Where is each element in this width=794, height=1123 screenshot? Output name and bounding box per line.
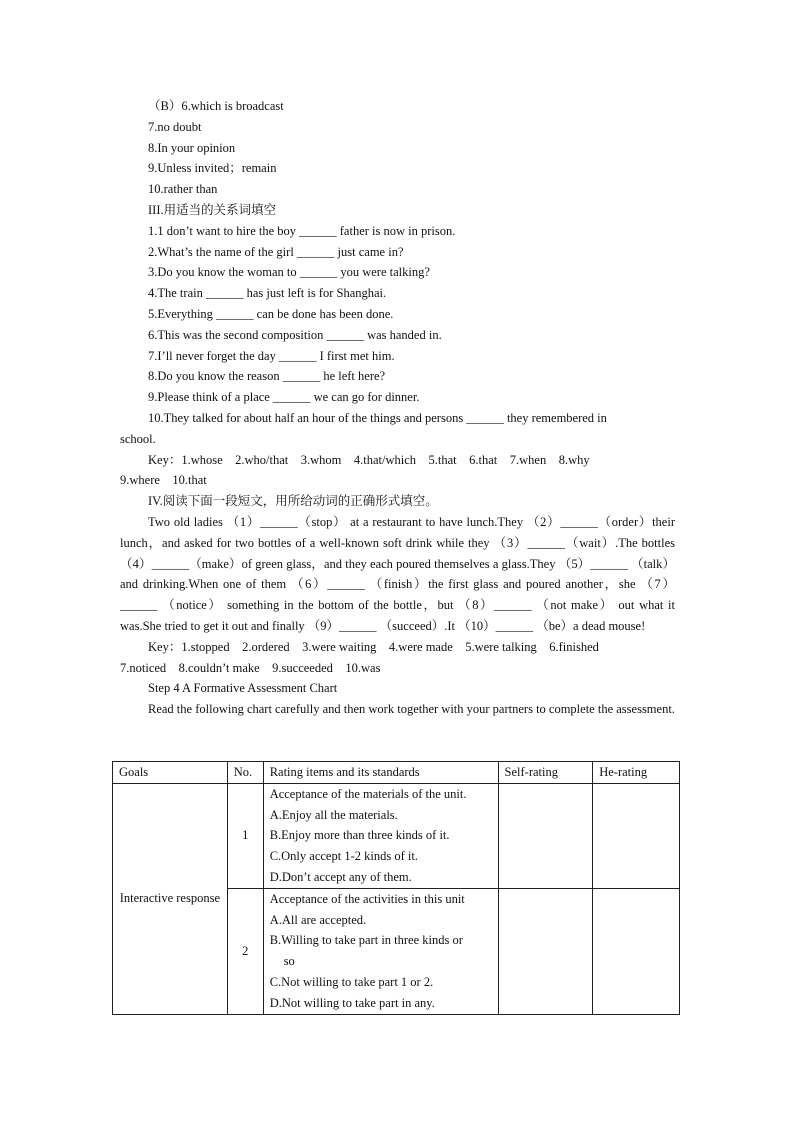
he-rating-cell[interactable] xyxy=(593,783,680,888)
rating-item-line: B.Enjoy more than three kinds of it. xyxy=(269,828,450,843)
section4-key: Key：1.stopped 2.ordered 3.were waiting 4.were made 5.were talking 6.finished xyxy=(148,639,599,654)
exercise-item: 9.Please think of a place ______ we can go for dinner. xyxy=(148,390,420,405)
rating-item-line: B.Willing to take part in three kinds or xyxy=(269,933,463,948)
table-header-row xyxy=(113,762,680,784)
rating-items-cell xyxy=(263,888,498,1014)
rating-item-line: C.Only accept 1-2 kinds of it. xyxy=(269,849,418,864)
assessment-table xyxy=(112,761,680,1015)
self-rating-cell[interactable] xyxy=(498,783,593,888)
answer-line: 8.In your opinion xyxy=(148,140,236,155)
rating-item-line: C.Not willing to take part 1 or 2. xyxy=(269,974,434,989)
answers-part2 xyxy=(120,96,675,200)
row-number: 2 xyxy=(227,888,263,1014)
rating-item-line: D.Don’t accept any of them. xyxy=(269,869,412,884)
rating-item-line: D.Not willing to take part in any. xyxy=(269,995,435,1010)
rating-item-line: A.All are accepted. xyxy=(269,912,367,927)
rating-item-line: Acceptance of the activities in this unit xyxy=(269,891,465,906)
section3-items xyxy=(120,221,675,450)
exercise-item: 10.They talked for about half an hour of the things and persons ______ they remembered in xyxy=(148,410,607,425)
header-goals: Goals xyxy=(113,762,228,784)
section3-heading: III.用适当的关系词填空 xyxy=(148,202,277,217)
answer-line: 10.rather than xyxy=(148,182,218,197)
exercise-item: 3.Do you know the woman to ______ you were talking? xyxy=(148,265,430,280)
step4-title: Step 4 A Formative Assessment Chart xyxy=(148,681,338,696)
section4-heading: IV.阅读下面一段短文，用所给动词的正确形式填空。 xyxy=(148,494,438,509)
rating-item-line: Acceptance of the materials of the unit. xyxy=(269,786,467,801)
section3-key: Key：1.whose 2.who/that 3.whom 4.that/which 5.that 6.that 7.when 8.why xyxy=(148,452,590,467)
document-page xyxy=(120,96,675,720)
answer-line: 9.Unless invited；remain xyxy=(148,161,277,176)
row-number: 1 xyxy=(227,783,263,888)
goal-cell: Interactive response xyxy=(113,783,228,1014)
step4-instruction: Read the following chart carefully and then work together with your partners to complete the assessment. xyxy=(148,702,675,717)
he-rating-cell[interactable] xyxy=(593,888,680,1014)
table-row xyxy=(113,783,680,888)
section4-key-continued: 7.noticed 8.couldn’t make 9.succeeded 10.was xyxy=(120,660,381,675)
header-rating-items: Rating items and its standards xyxy=(263,762,498,784)
rating-item-line: so xyxy=(283,954,295,969)
answer-line: （B）6.which is broadcast xyxy=(148,99,284,113)
exercise-item-continued: school. xyxy=(120,431,156,446)
exercise-item: 2.What’s the name of the girl ______ just came in? xyxy=(148,244,404,259)
exercise-item: 6.This was the second composition ______ was handed in. xyxy=(148,327,442,342)
exercise-item: 5.Everything ______ can be done has been done. xyxy=(148,306,394,321)
section3-key-continued: 9.where 10.that xyxy=(120,473,207,488)
rating-item-line: A.Enjoy all the materials. xyxy=(269,807,398,822)
answer-line: 7.no doubt xyxy=(148,119,202,134)
header-no: No. xyxy=(227,762,263,784)
exercise-item: 7.I’ll never forget the day ______ I first met him. xyxy=(148,348,395,363)
rating-items-cell xyxy=(263,783,498,888)
exercise-item: 1.1 don’t want to hire the boy ______ father is now in prison. xyxy=(148,223,456,238)
section4-passage: Two old ladies （1）______（stop） at a restaurant to have lunch.They （2）______（order）their lunch，and asked for two bottles of a well-known soft drink while they （3）______（wait）.The bottles （4）______（make）of green glass，and they each poured themselves a glass.They （5）______ （talk）and drinking.When one of them （6）______ （finish）the first glass and poured another，she （7）______ （notice） something in the bottom of the bottle，but （8）______ （not make） out what it was.She tried to get it out and finally （9）______ （succeed）.It （10）______ （be）a dead mouse! xyxy=(120,514,675,633)
exercise-item: 4.The train ______ has just left is for Shanghai. xyxy=(148,286,387,301)
header-self-rating: Self-rating xyxy=(498,762,593,784)
exercise-item: 8.Do you know the reason ______ he left here? xyxy=(148,369,386,384)
header-he-rating: He-rating xyxy=(593,762,680,784)
self-rating-cell[interactable] xyxy=(498,888,593,1014)
